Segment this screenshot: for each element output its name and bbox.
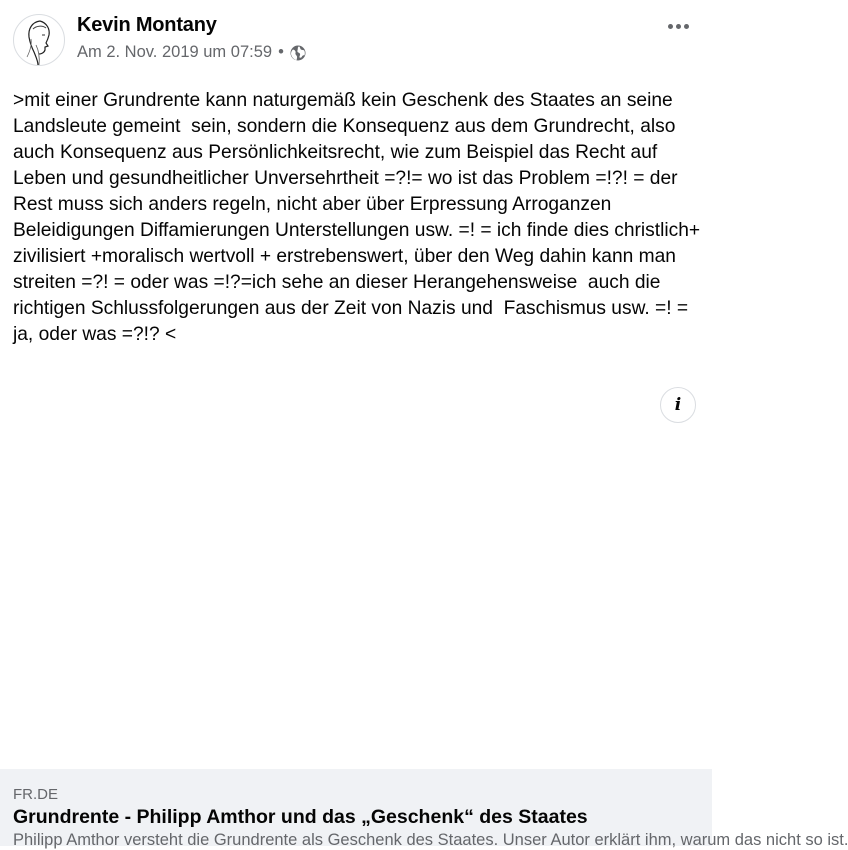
link-preview-card[interactable]	[0, 769, 848, 849]
more-dot	[668, 24, 673, 29]
more-dot	[684, 24, 689, 29]
meta-separator: •	[278, 43, 284, 61]
link-description: Philipp Amthor versteht die Grundrente als Geschenk des Staates. Unser Autor erklärt ihm, warum das nicht so ist.	[13, 831, 848, 849]
author-name[interactable]: Kevin Montany	[77, 14, 217, 36]
post-header	[0, 0, 712, 80]
post-body-text: >mit einer Grundrente kann naturgemäß kein Geschenk des Staates an seine Landsleute gemeint sein, sondern die Konsequenz aus dem Grundrecht, also auch Konsequenz aus Persönlichkeitsrecht, wie zum Beispiel das Recht auf Leben und gesundheitlicher Unversehrtheit =?!= wo ist das Problem =!?! = der Rest muss sich anders regeln, nicht aber über Erpressung Arroganzen Beleidigungen Diffamierungen Unterstellungen usw. =! = ich finde dies christlich+ zivilisiert +moralisch wertvoll + erstrebenswert, über den Weg dahin kann man streiten =?! = oder was =!?=ich sehe an dieser Herangehensweise auch die richtigen Schlussfolgerungen aus der Zeit von Nazis und Faschismus usw. =! = ja, oder was =?!? <	[13, 90, 706, 345]
post-meta	[77, 43, 306, 62]
more-options-button[interactable]	[662, 12, 694, 40]
avatar[interactable]	[13, 14, 65, 66]
post-timestamp[interactable]: Am 2. Nov. 2019 um 07:59	[77, 43, 273, 61]
link-domain: FR.DE	[13, 786, 58, 803]
globe-icon[interactable]	[290, 45, 306, 61]
profile-sketch-icon	[14, 15, 66, 67]
info-button[interactable]	[660, 387, 696, 423]
info-icon: i	[674, 395, 682, 415]
link-title[interactable]: Grundrente - Philipp Amthor und das „Geschenk“ des Staates	[13, 806, 588, 828]
more-dot	[676, 24, 681, 29]
